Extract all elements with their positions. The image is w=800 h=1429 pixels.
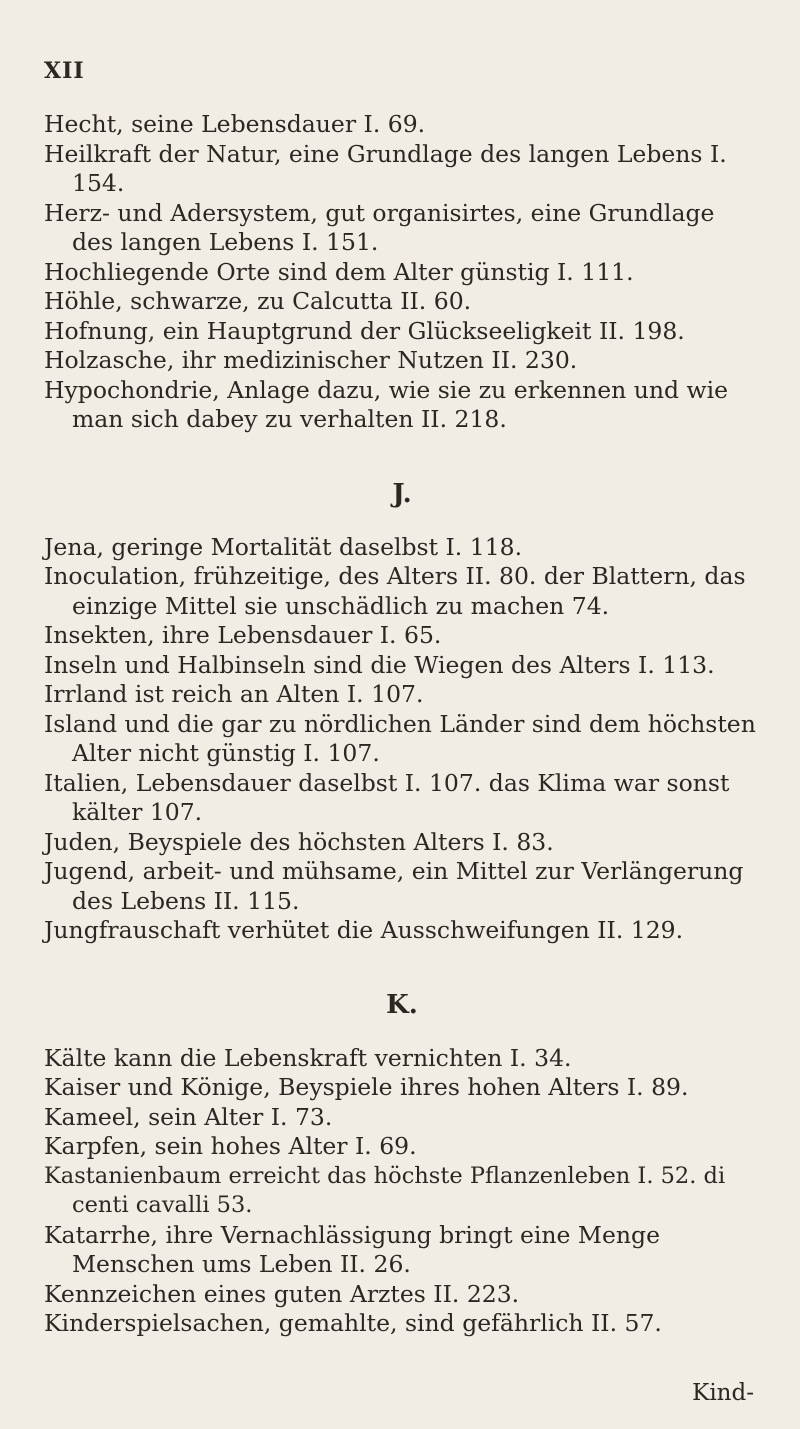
index-entry: Jena, geringe Mortalität daselbst I. 118. xyxy=(44,532,523,561)
index-entry: Kaiser und Könige, Beyspiele ihres hohen Alters I. 89. xyxy=(44,1073,689,1101)
index-entry: Jugend, arbeit- und mühsame, ein Mittel zur Verlängerung des Lebens II. 115. xyxy=(44,857,744,915)
index-section-k xyxy=(44,990,760,1339)
index-entry: Insekten, ihre Lebensdauer I. 65. xyxy=(44,621,442,649)
index-entry: Karpfen, sein hohes Alter I. 69. xyxy=(44,1132,417,1160)
index-entry: Hypochondrie, Anlage dazu, wie sie zu erkennen und wie man sich dabey zu verhalten II. 218. xyxy=(44,375,729,433)
index-entry: Hofnung, ein Hauptgrund der Glückseeligkeit II. 198. xyxy=(44,316,685,345)
index-entry: Holzasche, ihr medizinischer Nutzen II. 230. xyxy=(44,346,578,374)
index-entry: Hochliegende Orte sind dem Alter günstig I. 111. xyxy=(44,257,634,286)
index-entry: Kastanienbaum erreicht das höchste Pflanzenleben I. 52. di centi cavalli 53. xyxy=(44,1162,726,1218)
index-entry: Katarrhe, ihre Vernachlässigung bringt eine Menge Menschen ums Leben II. 26. xyxy=(44,1220,660,1278)
index-entry: Höhle, schwarze, zu Calcutta II. 60. xyxy=(44,287,472,315)
index-entry: Kälte kann die Lebenskraft vernichten I. 34. xyxy=(44,1043,572,1072)
index-entry: Italien, Lebensdauer daselbst I. 107. das Klima war sonst kälter 107. xyxy=(44,768,730,826)
index-section-h xyxy=(44,110,760,435)
index-entry: Kameel, sein Alter I. 73. xyxy=(44,1102,333,1131)
index-entry: Herz- und Adersystem, gut organisirtes, eine Grundlage des langen Lebens I. 151. xyxy=(44,198,715,256)
page-number: XII xyxy=(44,58,85,84)
index-entry: Island und die gar zu nördlichen Länder sind dem höchsten Alter nicht günstig I. 107. xyxy=(44,709,756,767)
index-entry: Kennzeichen eines guten Arztes II. 223. xyxy=(44,1279,520,1308)
index-entry: Kinderspielsachen, gemahlte, sind gefährlich II. 57. xyxy=(44,1309,662,1337)
section-letter: J. xyxy=(392,478,412,509)
index-entry: Hecht, seine Lebensdauer I. 69. xyxy=(44,110,426,138)
index-entry: Irrland ist reich an Alten I. 107. xyxy=(44,680,424,708)
section-letter: K. xyxy=(386,989,418,1020)
index-entry: Inoculation, frühzeitige, des Alters II. 80. der Blattern, das einzige Mittel sie unschädlich zu machen 74. xyxy=(44,562,746,620)
index-entry: Heilkraft der Natur, eine Grundlage des langen Lebens I. 154. xyxy=(44,139,727,197)
index-entry: Inseln und Halbinseln sind die Wiegen des Alters I. 113. xyxy=(44,650,715,679)
catchword: Kind- xyxy=(692,1380,754,1406)
index-entry: Jungfrauschaft verhütet die Ausschweifungen II. 129. xyxy=(44,916,684,944)
index-section-j xyxy=(44,479,760,946)
index-entry: Juden, Beyspiele des höchsten Alters I. 83. xyxy=(44,827,554,856)
